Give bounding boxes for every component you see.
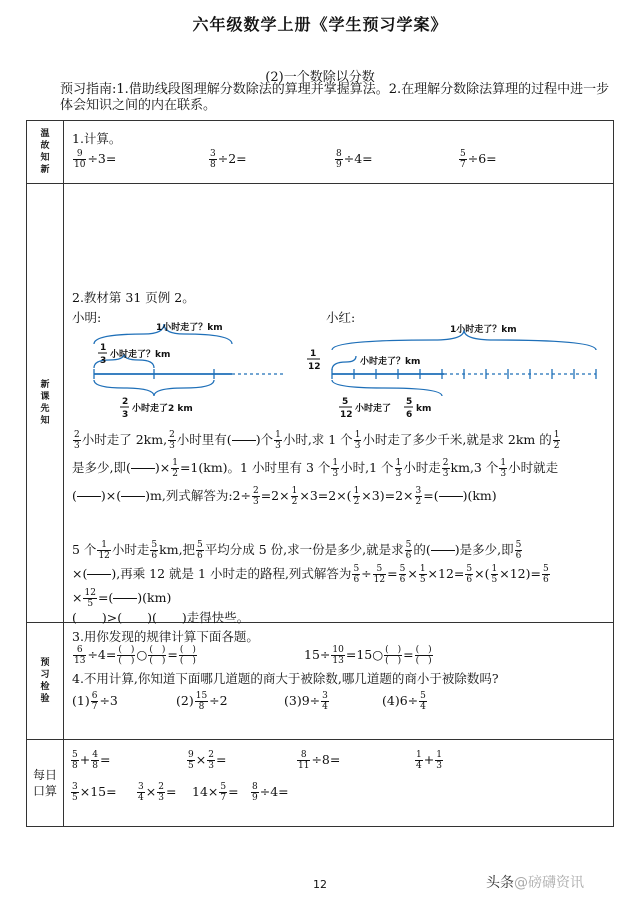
review-item: $\frac{5}{7}$ ÷6= bbox=[460, 149, 497, 170]
label-daily: 每日口算 bbox=[27, 740, 64, 827]
review-item: $\frac{8}{9}$ ÷4= bbox=[336, 149, 373, 170]
svg-text:1: 1 bbox=[100, 343, 107, 353]
xiaoming-label: 小明: bbox=[72, 310, 102, 325]
check-q4: 4.不用计算,你知道下面哪几道题的商大于被除数,哪几道题的商小于被除数吗? bbox=[72, 671, 499, 686]
xiaoming-diagram bbox=[94, 324, 284, 396]
daily-item: $\frac{8}{9}$ ÷4= bbox=[252, 782, 289, 803]
check-item: (1) $\frac{6}{7}$ ÷3 bbox=[72, 691, 118, 712]
worksheet-table bbox=[26, 120, 614, 827]
svg-text:5: 5 bbox=[342, 397, 349, 407]
lesson-paragraph: 5 个 $\frac{1}{12}$ 小时走 $\frac{5}{6}$ km,把 $\frac{5}{6}$ 平均分成 5 份,求一份是多少,就是求 $\frac{5}{6}$ 的( )是多少,即 $\frac{5}{6}$ bbox=[72, 540, 522, 561]
svg-text:12: 12 bbox=[340, 410, 353, 420]
daily-item: $\frac{3}{4}$ × $\frac{2}{3}$ = bbox=[138, 782, 177, 803]
lesson-paragraph: × $\frac{12}{5}$ =( )(km) bbox=[72, 588, 172, 609]
svg-text:3: 3 bbox=[100, 356, 107, 366]
study-guide: 预习指南:1.借助线段图理解分数除法的算理并掌握算法。2.在理解分数除法算理的过程中进一步体会知识之间的内在联系。 bbox=[60, 82, 610, 113]
lesson-paragraph: ×( ),再乘 12 就是 1 小时走的路程,列式解答为 $\frac{5}{6}$ ÷ $\frac{5}{12}$ = $\frac{5}{6}$ × $\frac{1}{5}$ ×12= $\frac{5}{6}$ ×( $\frac{1}{5}$ ×12)= $\frac{5}{6}$ bbox=[72, 564, 549, 585]
label-check: 预习检验 bbox=[27, 623, 64, 740]
check-item: (4)6÷ $\frac{5}{4}$ bbox=[382, 691, 426, 712]
daily-item: $\frac{8}{11}$ ÷8= bbox=[298, 750, 341, 771]
label-review: 温故知新 bbox=[27, 121, 64, 184]
daily-item: $\frac{9}{5}$ × $\frac{2}{3}$ = bbox=[188, 750, 227, 771]
daily-item: $\frac{3}{5}$ ×15= bbox=[72, 782, 117, 803]
d1-top-label: 1小时走了？km bbox=[156, 323, 223, 333]
review-item: $\frac{3}{8}$ ÷2= bbox=[210, 149, 247, 170]
svg-text:3: 3 bbox=[122, 410, 129, 420]
page-title: 六年级数学上册《学生预习学案》 bbox=[192, 15, 448, 34]
check-expr: 15÷ $\frac{10}{13}$ =15○ $\frac{( )}{( )}$ = $\frac{( )}{( )}$ bbox=[304, 645, 432, 666]
lesson-subtitle: (2)一个数除以分数 bbox=[265, 70, 375, 85]
comparison-line: ( )>( )( )走得快些。 bbox=[72, 610, 250, 625]
d2-twelfth-label: 小时走了？km bbox=[360, 357, 421, 367]
svg-text:km: km bbox=[416, 404, 432, 414]
watermark: 头条@磅礴资讯 bbox=[486, 875, 584, 891]
check-item: (2) $\frac{15}{8}$ ÷2 bbox=[176, 691, 228, 712]
check-expr: $\frac{6}{13}$ ÷4= $\frac{( )}{( )}$ ○ $\frac{( )}{( )}$ = $\frac{( )}{( )}$ bbox=[74, 645, 196, 666]
line-diagrams bbox=[64, 314, 616, 424]
d1-two-label: 小时走了2 km bbox=[132, 404, 193, 414]
daily-item: $\frac{5}{8}$ + $\frac{4}{8}$ = bbox=[72, 750, 111, 771]
d1-third-label: 小时走了？km bbox=[110, 350, 171, 360]
d2-top-label: 1小时走了？km bbox=[450, 325, 517, 335]
lesson-paragraph: 是多少,即( )× $\frac{1}{2}$ =1(km)。1 小时里有 3 个 $\frac{1}{3}$ 小时,1 个 $\frac{1}{3}$ 小时走 $\frac{2}{3}$ km,3 个 $\frac{1}{3}$ 小时就走 bbox=[72, 458, 559, 479]
review-item: $\frac{9}{10}$ ÷3= bbox=[74, 149, 117, 170]
page-number: 12 bbox=[313, 878, 327, 891]
d2-five-label: 小时走了 bbox=[355, 404, 392, 414]
svg-text:2: 2 bbox=[122, 397, 129, 407]
xiaohong-label: 小红: bbox=[326, 310, 356, 325]
svg-text:6: 6 bbox=[406, 410, 413, 420]
daily-item: 14× $\frac{5}{7}$ = bbox=[192, 782, 239, 803]
newlesson-section bbox=[64, 184, 613, 625]
check-section bbox=[64, 623, 613, 739]
check-q3: 3.用你发现的规律计算下面各题。 bbox=[72, 629, 259, 644]
review-section bbox=[64, 121, 613, 183]
check-item: (3)9÷ $\frac{3}{4}$ bbox=[284, 691, 328, 712]
lesson-question: 2.教材第 31 页例 2。 bbox=[72, 290, 195, 305]
svg-text:12: 12 bbox=[308, 362, 321, 372]
review-question: 1.计算。 bbox=[72, 131, 122, 146]
lesson-paragraph: ( )×( )m,列式解答为:2÷ $\frac{2}{3}$ =2× $\frac{1}{2}$ ×3=2×( $\frac{1}{2}$ ×3)=2× $\frac{3}{2}$ =( )(km) bbox=[72, 486, 497, 507]
svg-text:5: 5 bbox=[406, 397, 413, 407]
daily-section bbox=[64, 740, 613, 826]
daily-item: $\frac{1}{4}$ + $\frac{1}{3}$ bbox=[416, 750, 442, 771]
svg-text:1: 1 bbox=[310, 349, 317, 359]
label-newlesson: 新课先知 bbox=[27, 184, 64, 623]
lesson-paragraph: $\frac{2}{3}$ 小时走了 2km, $\frac{2}{3}$ 小时里有( )个 $\frac{1}{3}$ 小时,求 1 个 $\frac{1}{3}$ 小时走了多少千米,就是求 2km 的 $\frac{1}{2}$ bbox=[74, 430, 560, 451]
